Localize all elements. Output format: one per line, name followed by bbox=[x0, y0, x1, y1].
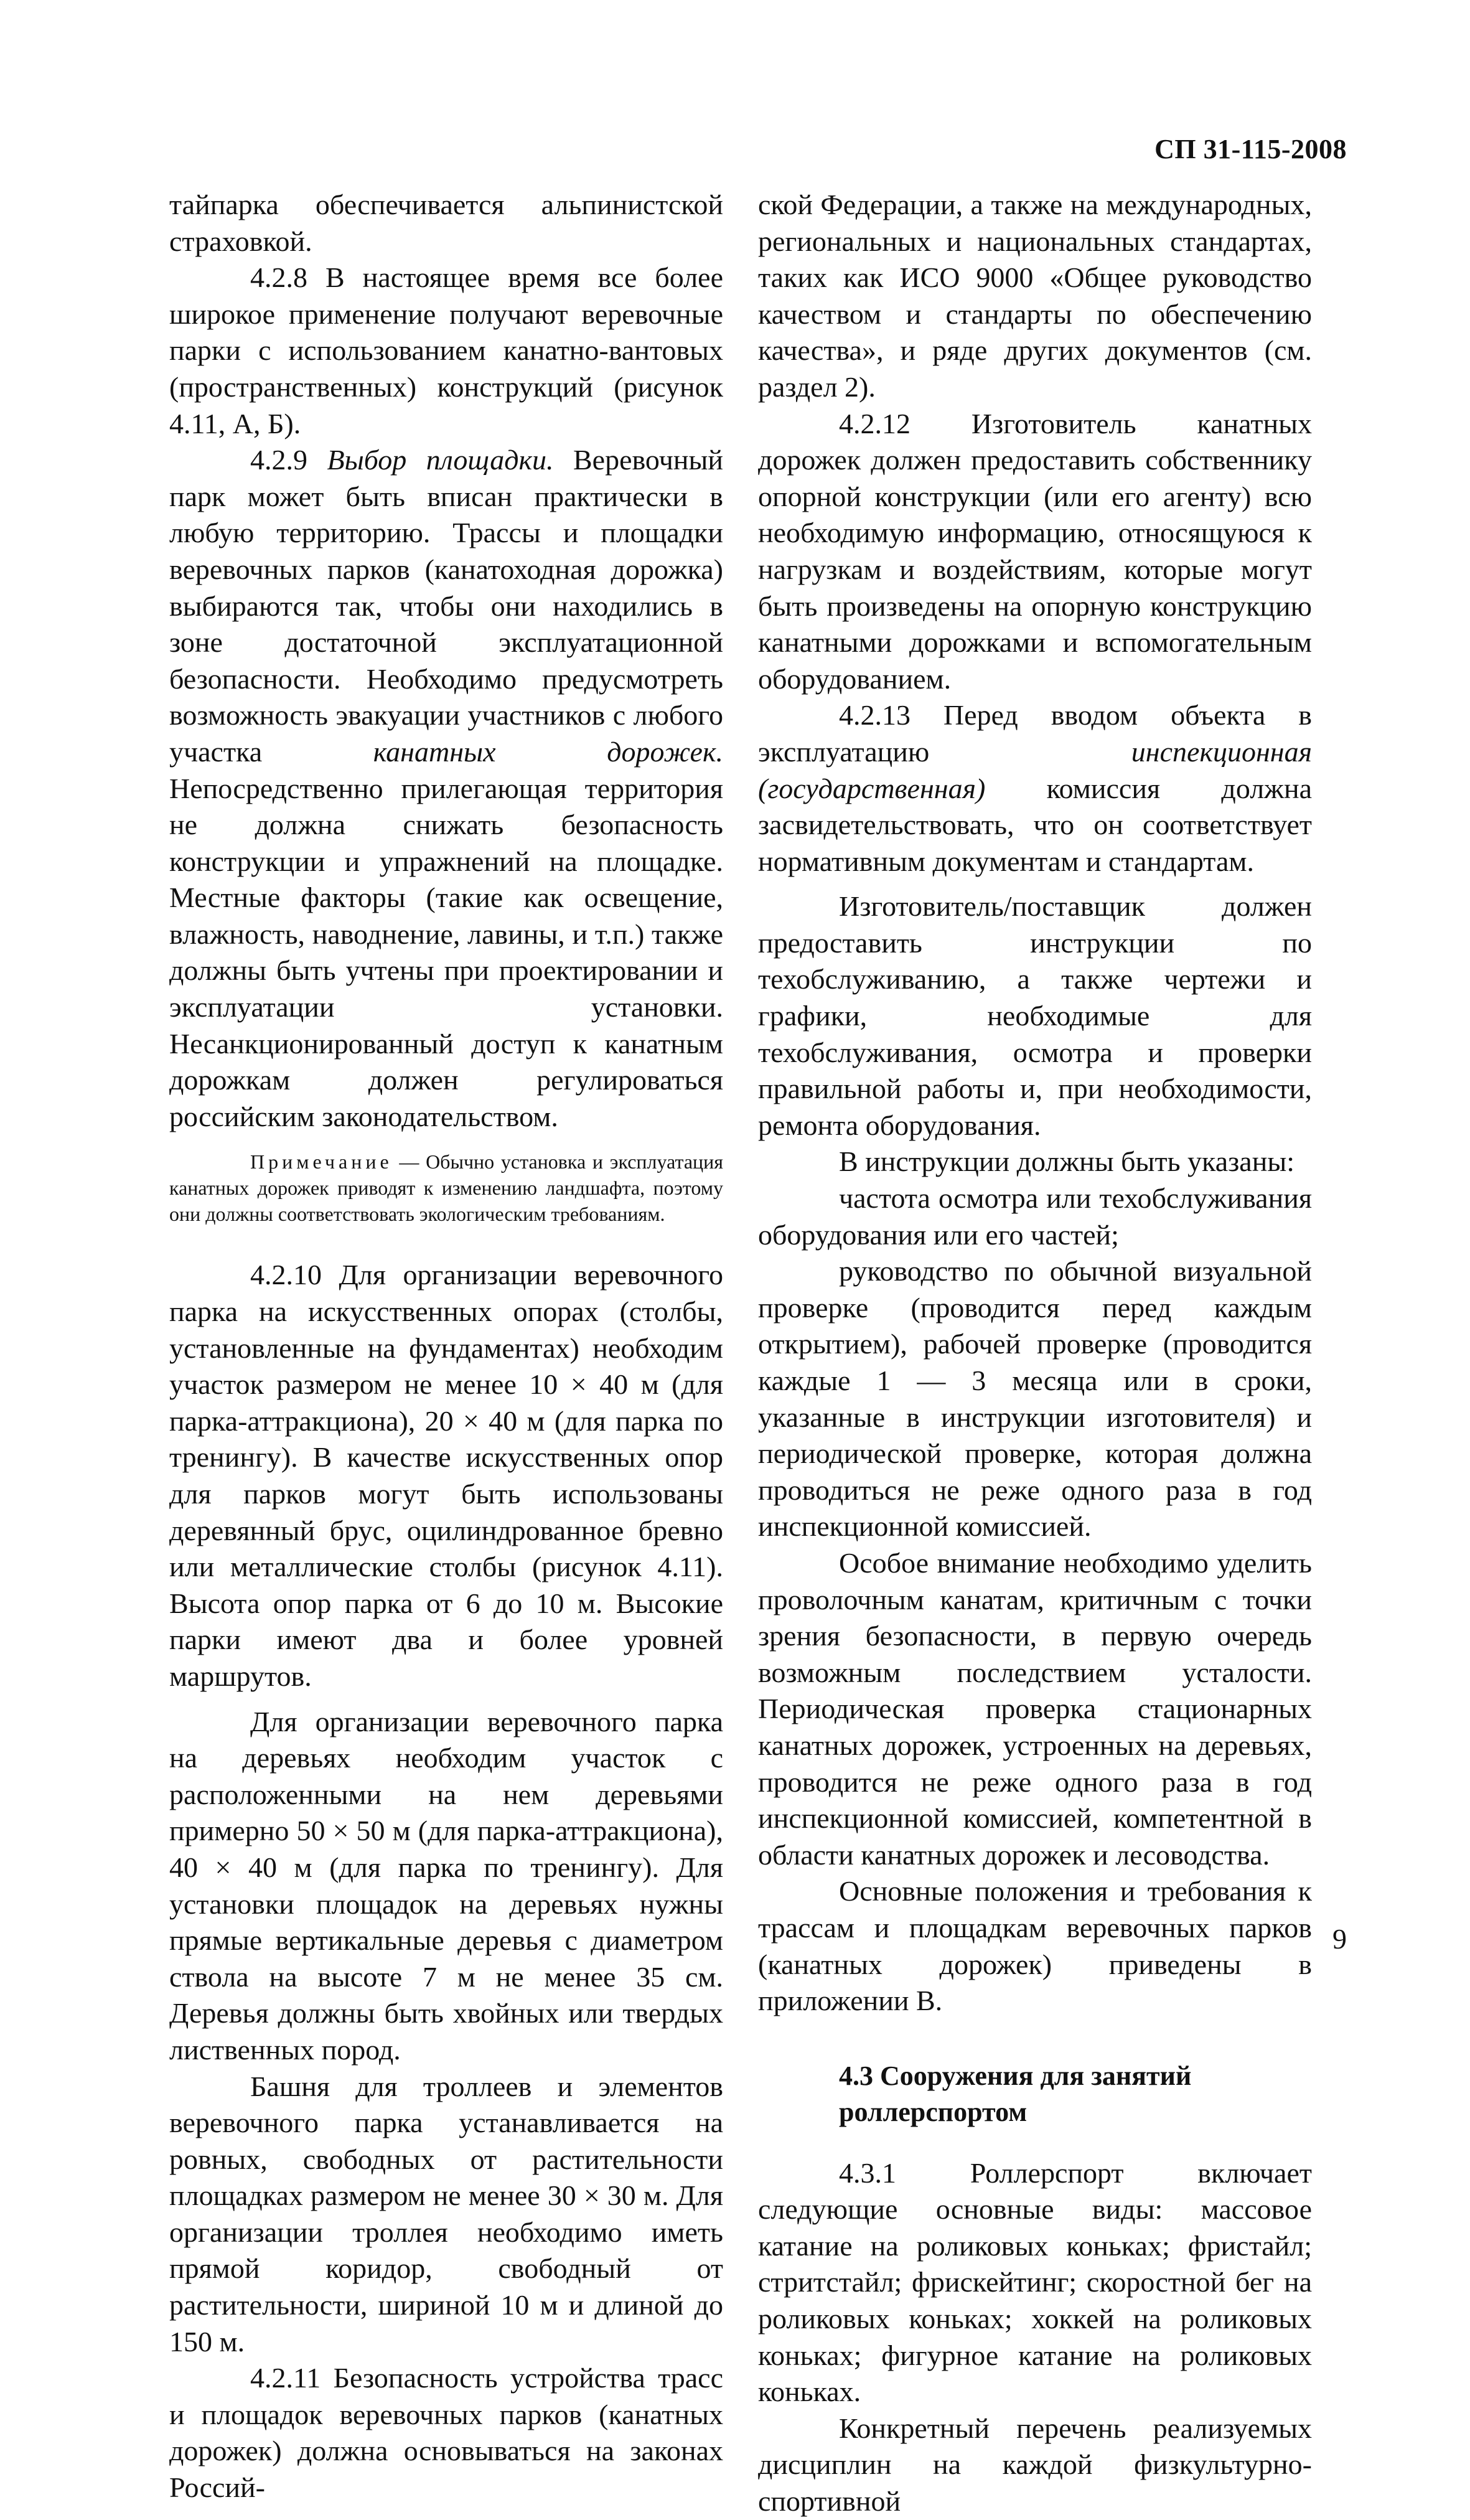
left-column bbox=[169, 187, 723, 2506]
clause-title: Выбор площадки. bbox=[327, 444, 554, 476]
paragraph-4-2-13 bbox=[758, 697, 1312, 880]
paragraph: Изготовитель/поставщик должен предоставить инструкции по техобслуживанию, а также чертежи и графики, необходимые для техобслуживания, осмотра и проверки правильной работы и, при необходимости, ремонта оборудования. bbox=[758, 890, 1312, 1141]
section-title-line: роллерспортом bbox=[839, 2096, 1028, 2127]
paragraph: тайпарка обеспечивается альпинистской страховкой. bbox=[169, 189, 723, 257]
paragraph-4-2-11: 4.2.11 Безопасность устройства трасс и площадок веревочных парков (канатных дорожек) должна основываться на законах Россий- bbox=[169, 2362, 723, 2504]
paragraph-4-3-1: 4.3.1 Роллерспорт включает следующие основные виды: массовое катание на роликовых коньках; фристайл; стритстайл; фрискейтинг; скоростной бег на роликовых коньках; хоккей на роликовых коньках; фигурное катание на роликовых коньках. bbox=[758, 2156, 1312, 2408]
note-text: — Обычно установка и эксплуатация канатных дорожек приводят к изменению ландшафта, поэтому они должны соответствовать экологическим требованиям. bbox=[169, 1150, 723, 1226]
paragraph: Башня для троллеев и элементов веревочного парка устанавливается на ровных, свободных от растительности площадках размером не менее 30 × 30 м. Для организации троллея необходимо иметь прямой коридор, свободный от растительности, шириной 10 м и длиной до 150 м. bbox=[169, 2070, 723, 2358]
paragraph: Особое внимание необходимо уделить проволочным канатам, критичным с точки зрения безопасности, в первую очередь возможным последствием усталости. Периодическая проверка стационарных канатных дорожек, устроенных на деревьях, проводится не реже одного раза в год инспекционной комиссией, компетентной в области канатных дорожек и лесоводства. bbox=[758, 1546, 1312, 1871]
paragraph-4-2-8: 4.2.8 В настоящее время все более широкое применение получают веревочные парки с использованием канатно-вантовых (пространственных) конструкций (рисунок 4.11, А, Б). bbox=[169, 261, 723, 440]
clause-text: Веревочный парк может быть вписан практически в любую территорию. Трассы и площадки веревочных парков (канатоходная дорожка) выбираются так, чтобы они находились в зоне достаточной эксплуатационной безопасности. Необходимо предусмотреть возможность эвакуации участников с любого участка bbox=[169, 444, 724, 768]
paragraph-4-2-12: 4.2.12 Изготовитель канатных дорожек должен предоставить собственнику опорной конструкции (или его агенту) всю необходимую информацию, относящуюся к нагрузкам и воздействиям, которые могут быть произведены на опорную конструкцию канатными дорожками и вспомогательным оборудованием. bbox=[758, 407, 1312, 695]
clause-text-continued: Непосредственно прилегающая территория не должна снижать безопасность конструкции и упражнений на площадке. Местные факторы (такие как освещение, влажность, наводнение, лавины, и т.п.) также должны быть учтены при проектировании и эксплуатации установки. Несанкционированный доступ к канатным дорожкам должен регулироваться российским законодательством. bbox=[169, 772, 723, 1132]
clause-italic-text: инспекционная (государственная) bbox=[758, 735, 1312, 804]
paragraph: Для организации веревочного парка на деревьях необходим участок с расположенными на нем деревьями примерно 50 × 50 м (для парка-аттракциона), 40 × 40 м (для парка по тренингу). Для установки площадок на деревьях нужны прямые вертикальные деревья с диаметром ствола на высоте 7 м не менее 35 см. Деревья должны быть хвойных или твердых лиственных пород. bbox=[169, 1705, 723, 2066]
right-column bbox=[758, 187, 1312, 2520]
list-item: руководство по обычной визуальной проверке (проводится перед каждым открытием), рабочей проверке (проводится каждые 1 — 3 месяца или в сроки, указанные в инструкции изготовителя) и периодической проверке, которая должна проводиться не реже одного раза в год инспекционной комиссией. bbox=[758, 1255, 1312, 1543]
paragraph: В инструкции должны быть указаны: bbox=[839, 1145, 1295, 1178]
document-code-header: СП 31-115-2008 bbox=[1154, 134, 1347, 164]
section-title bbox=[839, 2058, 1312, 2130]
paragraph-4-2-10: 4.2.10 Для организации веревочного парка на искусственных опорах (столбы, установленные на фундаментах) необходим участок размером не менее 10 × 40 м (для парка-аттракциона), 20 × 40 м (для парка по тренингу). В качестве искусственных опор для парков могут быть использованы деревянный брус, оцилиндрованное бревно или металлические столбы (рисунок 4.11). Высота опор парка от 6 до 10 м. Высокие парки имеют два и более уровней маршрутов. bbox=[169, 1259, 723, 1692]
note-heading: Примечание bbox=[250, 1150, 393, 1173]
paragraph: ской Федерации, а также на международных, региональных и национальных стандартах, таких как ИСО 9000 «Общее руководство качеством и стандарты по обеспечению качества», и ряде других документов (см. раздел 2). bbox=[758, 189, 1312, 403]
paragraph-4-2-9 bbox=[169, 442, 723, 1135]
clause-text: 4.2.13 Перед вводом объекта в эксплуатацию bbox=[758, 699, 1312, 768]
note bbox=[169, 1149, 723, 1227]
clause-italic-text: канатных дорожек. bbox=[373, 735, 723, 768]
clause-number: 4.2.9 bbox=[250, 444, 307, 476]
paragraph: Основные положения и требования к трассам и площадкам веревочных парков (канатных дорожек) приведены в приложении В. bbox=[758, 1875, 1312, 2017]
page-number: 9 bbox=[1332, 1923, 1347, 1955]
clause-text-continued: комиссия должна засвидетельствовать, что он соответствует нормативным документам и стандартам. bbox=[758, 772, 1312, 877]
paragraph: Конкретный перечень реализуемых дисциплин на каждой физкультурно-спортивной bbox=[758, 2412, 1312, 2518]
list-item: частота осмотра или техобслуживания оборудования или его частей; bbox=[758, 1182, 1312, 1251]
section-title-line: 4.3 Сооружения для занятий bbox=[839, 2060, 1192, 2091]
